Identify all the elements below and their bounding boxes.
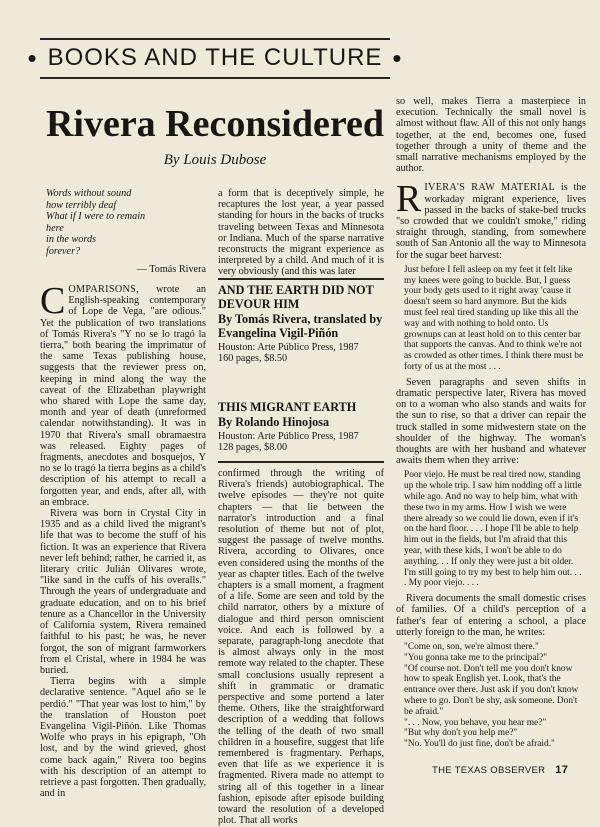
- column-3: [396, 96, 586, 754]
- epigraph-line: What if I were to remain: [46, 211, 146, 223]
- paragraph: Tierra begins with a simple declarative sentence. "Aquel año se le perdió." "That year was lost to him," by the translation of Houston poet Evangelina Vigil-Piñón. Like Thomas Wolfe who prays in his epigraph, "Oh lost, and by the wind grieved, ghost come back again," Rivera too begins with his description of an attempt to retrieve a past forgotten. Then gradually, and in: [40, 676, 206, 800]
- book-publisher: Houston: Arte Público Press, 1987: [218, 431, 359, 442]
- epigraph-attribution: — Tomás Rivera: [136, 263, 206, 275]
- article-byline: By Louis Dubose: [163, 152, 267, 168]
- column-2-bottom: [218, 468, 384, 827]
- paragraph-text: is the workaday migrant experience, lives passed in the backs of stake-bed trucks "so crowded that we couldn't smoke," riding straight through, standing, from somewhere south of San Antonio all the way to Minnesota for the sugar beet harvest:: [396, 182, 586, 261]
- paragraph: [40, 280, 206, 508]
- bullet-icon: •: [27, 42, 38, 73]
- book-info-1: [218, 283, 384, 365]
- dialogue-line: "Come on, son, we're almost there.": [404, 642, 539, 653]
- dialogue-line: "You gonna take me to the principal?": [404, 652, 548, 663]
- epigraph-line: forever?: [46, 245, 81, 257]
- epigraph-line: here: [46, 222, 64, 234]
- dialogue-line: "But why don't you help me?": [404, 728, 518, 739]
- paragraph: confirmed through the writing of Rivera's friends) autobiographical. The twelve episodes — they're not quite chapters — that lie between the narrator's introduction and a final resolution of theme but not of plot, suggest the passage of twelve months. Rivera, according to Olivares, once even considered using the months of the year as chapter titles. Each of the twelve chapters is a small moment, a fragment of a life. Some are seen and told by the child narrator, others by a mixture of dialogue and third person omniscient voice. And each is followed by a separate, paragraph-long anecdote that is almost always only in the most remote way related to the chapter. These small conclusions usually represent a shift in grammatic or dramatic perspective and some portend a later theme. Others, like the straightforward description of a wedding that follows the telling of the death of two small children in a housefire, suggest that life remembered is fragmentary. Perhaps, even that life as we experience it is fragmented. Rivera made no attempt to string all of this together in a linear fashion, episode after episode building toward the resolution of a developed plot. That all works: [218, 468, 384, 827]
- book-box-top-rule: [218, 278, 384, 280]
- quote-text: Just before I fell asleep on my feet it felt like my knees were going to buckle. But, I guess your body gets used to it right away 'cause it doesn't seem so hard anymore. But the kids must feel real tired standing up like this all the way and with nothing to hold onto. Us grownups can at least hold on to this center bar that supports the canvas. And to think we're not as crowded as other times. I think there must be forty of us at the most . . .: [404, 264, 584, 373]
- book-title: AND THE EARTH DID NOT DEVOUR HIM: [218, 283, 374, 311]
- lead-in: IVERA'S RAW MATERIAL: [424, 182, 555, 194]
- paragraph: [396, 178, 586, 261]
- paragraph: so well, makes Tierra a masterpiece in execution. Technically the small novel is almost without flaw. All of this not only hangs together, at the end, becomes one, fused together through a unity of theme and the small narrative mechanisms employed by the author.: [396, 96, 586, 175]
- article-title: Rivera Reconsidered: [45, 103, 385, 145]
- lead-in: OMPARISONS,: [68, 284, 139, 295]
- book-price: 160 pages, $8.50: [218, 353, 288, 365]
- section-header: [27, 40, 403, 76]
- drop-cap: C: [40, 280, 66, 322]
- column-2-top: [218, 188, 384, 278]
- epigraph-line: in the words: [46, 234, 96, 246]
- quote-text: Poor viejo. He must be real tired now, standing up the whole trip. I saw him nodding off a little while ago. And no way to help him, what with these two in my arms. How I wish we were there already so we could lie down, even if it's on the hard floor. . . . I hope I'll be able to help him out in the fields, but I'm afraid that this year, with these kids, I won't be able to do anything. . . If only they were just a bit older. I'm still going to try my best to help him out. . . . My poor viejo. . . .: [404, 470, 582, 589]
- book-author: By Rolando Hinojosa: [218, 415, 330, 429]
- header-bottom-rule: [40, 77, 390, 79]
- book-title: THIS MIGRANT EARTH: [218, 400, 357, 414]
- paragraph: Rivera was born in Crystal City in 1935 and as a child lived the migrant's life that was to become the stuff of his fiction. It was an experience that Rivera never left behind; rather, he carried it, as literary critic Julián Olivares wrote, "like sand in the cuffs of his overalls." Through the years of undergraduate and graduate education, and on to his brief tenure as a Chancellor in the University of California system, Rivera remained faithful to his past; he was, he never forgot, the son of migrant farmworkers from el Cristal, where in 1984 he was buried.: [40, 508, 206, 676]
- paragraph-text: wrote an English-speaking contemporary of Lope de Vega, "are odious." Yet the publication of two translations of Tomás Rivera's "Y no se lo tragó la tierra," both bearing the imprimatur of the same Texas publishing house, suggests that the reviewer press on, keeping in mind along the way the caveat of the Elizabethan playwright who shared with Lope the same day, month and year of death (unreformed calendar notwithstanding). It was in 1970 that Rivera's small obramaestra was released. Eighty pages of fragments, anecdotes and bosquejos, Y no se lo tragó la tierra begins as a child's description of his attempt to recall a forgotten year, and ends, after all, with an embrace.: [40, 284, 206, 508]
- column-1: [40, 280, 206, 800]
- book-box-bottom-rule: [218, 461, 384, 463]
- page-footer: [432, 764, 582, 776]
- book-author: By Tomás Rivera, translated by Evangelina Vigil-Piñón: [218, 312, 383, 340]
- bullet-icon: •: [392, 42, 403, 73]
- dialogue-quote: [404, 642, 586, 750]
- paragraph: a form that is deceptively simple, he recaptures the lost year, a year passed standing for hours in the backs of trucks traveling between Texas and Minnesota or Indiana. Much of the sparse narrative reconstructs the migrant experience as interpreted by a child. And much of it is very obviously (and this was later: [218, 188, 384, 278]
- dialogue-line: "Of course not. Don't tell me you don't know how to speak English yet. Look, that's the entrance over there. Just ask if you don't know where to go. Don't be shy, ask someone. Don't be afraid.": [404, 663, 579, 717]
- epigraph: [46, 188, 206, 275]
- section-header-text: BOOKS AND THE CULTURE: [47, 44, 383, 71]
- epigraph-line: Words without sound: [46, 188, 132, 199]
- paragraph: Rivera documents the small domestic crises of families. Of a child's perception of a father's fear of entering a school, a place utterly foreign to the man, he writes:: [396, 593, 586, 638]
- dialogue-line: ". . . Now, you behave, you hear me?": [404, 717, 547, 728]
- drop-cap: R: [396, 178, 422, 221]
- book-info-2: [218, 400, 384, 454]
- book-price: 128 pages, $8.00: [218, 442, 288, 454]
- book-publisher: Houston: Arte Público Press, 1987: [218, 342, 359, 353]
- publication-name: THE TEXAS OBSERVER: [432, 765, 546, 776]
- dialogue-line: "No. You'll do just fine, don't be afraid.": [404, 739, 555, 750]
- block-quote: [404, 470, 586, 589]
- block-quote: [404, 265, 586, 373]
- page-number: 17: [555, 764, 569, 776]
- paragraph: Seven paragraphs and seven shifts in dramatic perspective later, Rivera has moved on to a woman who also stands and waits for the sun to rise, so that a driver can repair the truck stalled in some midwestern state on the shoulder of the highway. The woman's thoughts are with her husband and whatever awaits them when they arrive:: [396, 376, 586, 467]
- epigraph-line: how terribly deaf: [46, 199, 117, 211]
